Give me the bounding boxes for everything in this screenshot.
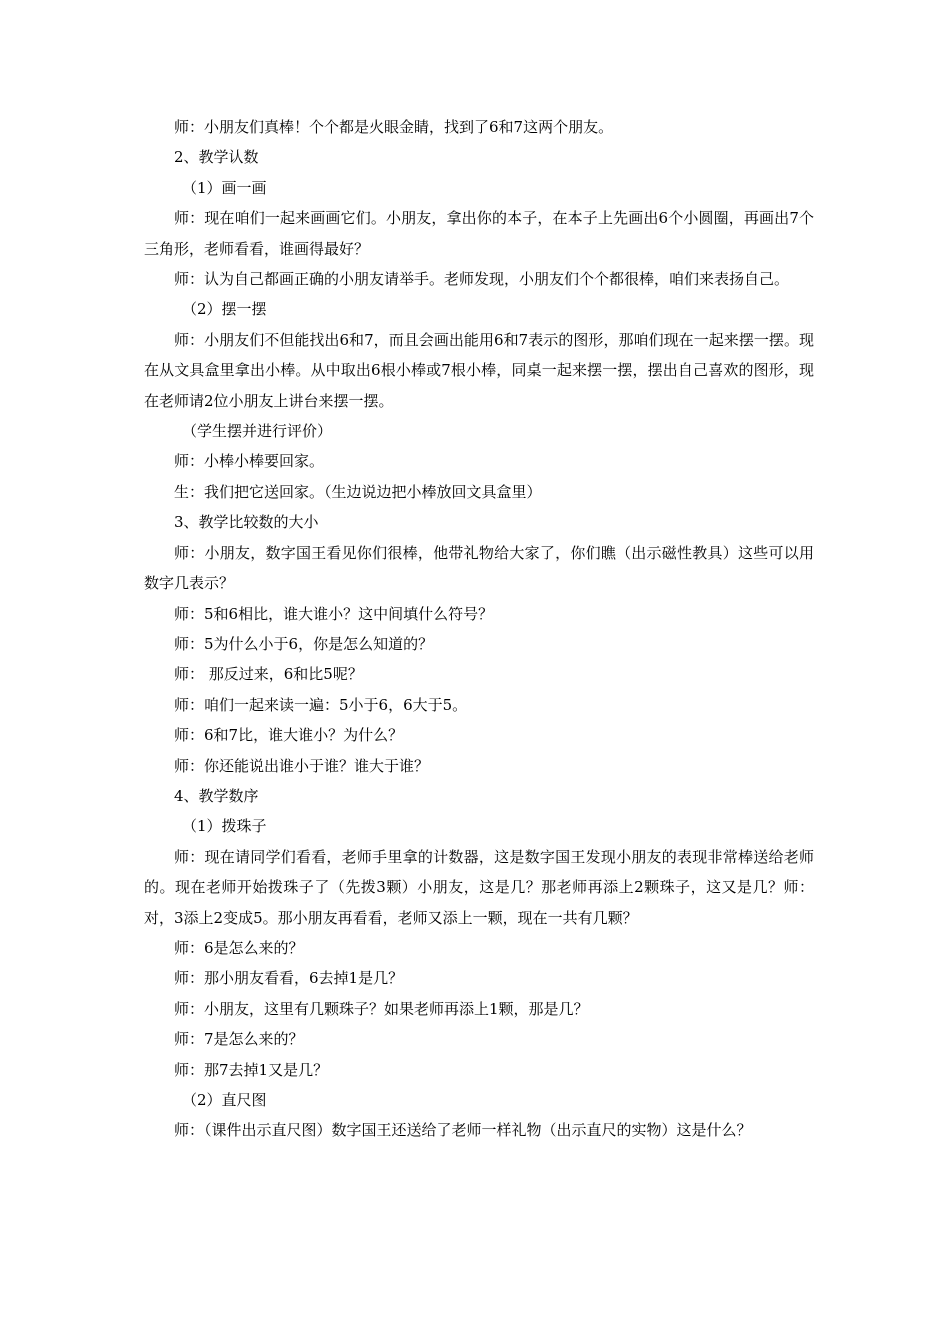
paragraph: 生：我们把它送回家。（生边说边把小棒放回文具盒里）	[174, 482, 542, 501]
subsection-heading: （2）直尺图	[182, 1091, 267, 1109]
subsection-heading: （2）摆一摆	[182, 300, 267, 319]
paragraph: 师：那小朋友看看，6去掉1是几？	[174, 969, 404, 988]
paragraph: 师：小棒小棒要回家。	[174, 452, 325, 471]
paragraph: 师：小朋友们真棒！个个都是火眼金睛，找到了6和7这两个朋友。	[174, 118, 614, 136]
paragraph: 师：7是怎么来的？	[174, 1030, 304, 1049]
paragraph: 师： 那反过来，6和比5呢？	[174, 665, 363, 684]
section-heading: 3、教学比较数的大小	[174, 513, 319, 532]
subsection-heading: （1）拨珠子	[182, 817, 267, 836]
paragraph: 师：5和6相比，谁大谁小？这中间填什么符号？	[174, 604, 494, 623]
paragraph: 师：咱们一起来读一遍：5小于6，6大于5。	[174, 695, 468, 714]
paragraph: 师：现在咱们一起来画画它们。小朋友，拿出你的本子，在本子上先画出6个小圆圈，再画出7个三角形，老师看看，谁画得最好？	[144, 209, 814, 258]
paragraph: 师：小朋友们不但能找出6和7，而且会画出能用6和7表示的图形，那咱们现在一起来摆一摆。现在从文具盒里拿出小棒。从中取出6根小棒或7根小棒，同桌一起来摆一摆，摆出自己喜欢的图形，现在老师请2位小朋友上讲台来摆一摆。	[144, 330, 814, 410]
paragraph: 师：小朋友，数字国王看见你们很棒，他带礼物给大家了，你们瞧（出示磁性教具）这些可以用数字几表示？	[144, 543, 814, 593]
paragraph: 师：那7去掉1又是几？	[174, 1060, 329, 1079]
paragraph: 师：6是怎么来的？	[174, 938, 304, 957]
document-body	[144, 112, 814, 1146]
section-heading: 4、教学数序	[174, 786, 259, 805]
paragraph: 师：现在请同学们看看，老师手里拿的计数器，这是数字国王发现小朋友的表现非常棒送给老师的。现在老师开始拨珠子了（先拨3颗）小朋友，这是几？那老师再添上2颗珠子，这又是几？师：对，3添上2变成5。那小朋友再看看，老师又添上一颗，现在一共有几颗？	[144, 847, 814, 927]
section-heading: 2、教学认数	[174, 148, 259, 167]
paragraph: 师：认为自己都画正确的小朋友请举手。老师发现，小朋友们个个都很棒，咱们来表扬自己。	[174, 270, 790, 289]
paragraph: 师：5为什么小于6，你是怎么知道的？	[174, 634, 434, 653]
paragraph: 师：小朋友，这里有几颗珠子？如果老师再添上1颗，那是几？	[174, 999, 589, 1018]
paragraph: 师：（课件出示直尺图）数字国王还送给了老师一样礼物（出示直尺的实物）这是什么？	[174, 1121, 752, 1140]
subsection-heading: （1）画一画	[182, 178, 267, 197]
paragraph: 师：你还能说出谁小于谁？谁大于谁？	[174, 756, 430, 775]
paragraph: 师：6和7比，谁大谁小？为什么？	[174, 726, 404, 745]
paragraph: （学生摆并进行评价）	[182, 422, 333, 441]
